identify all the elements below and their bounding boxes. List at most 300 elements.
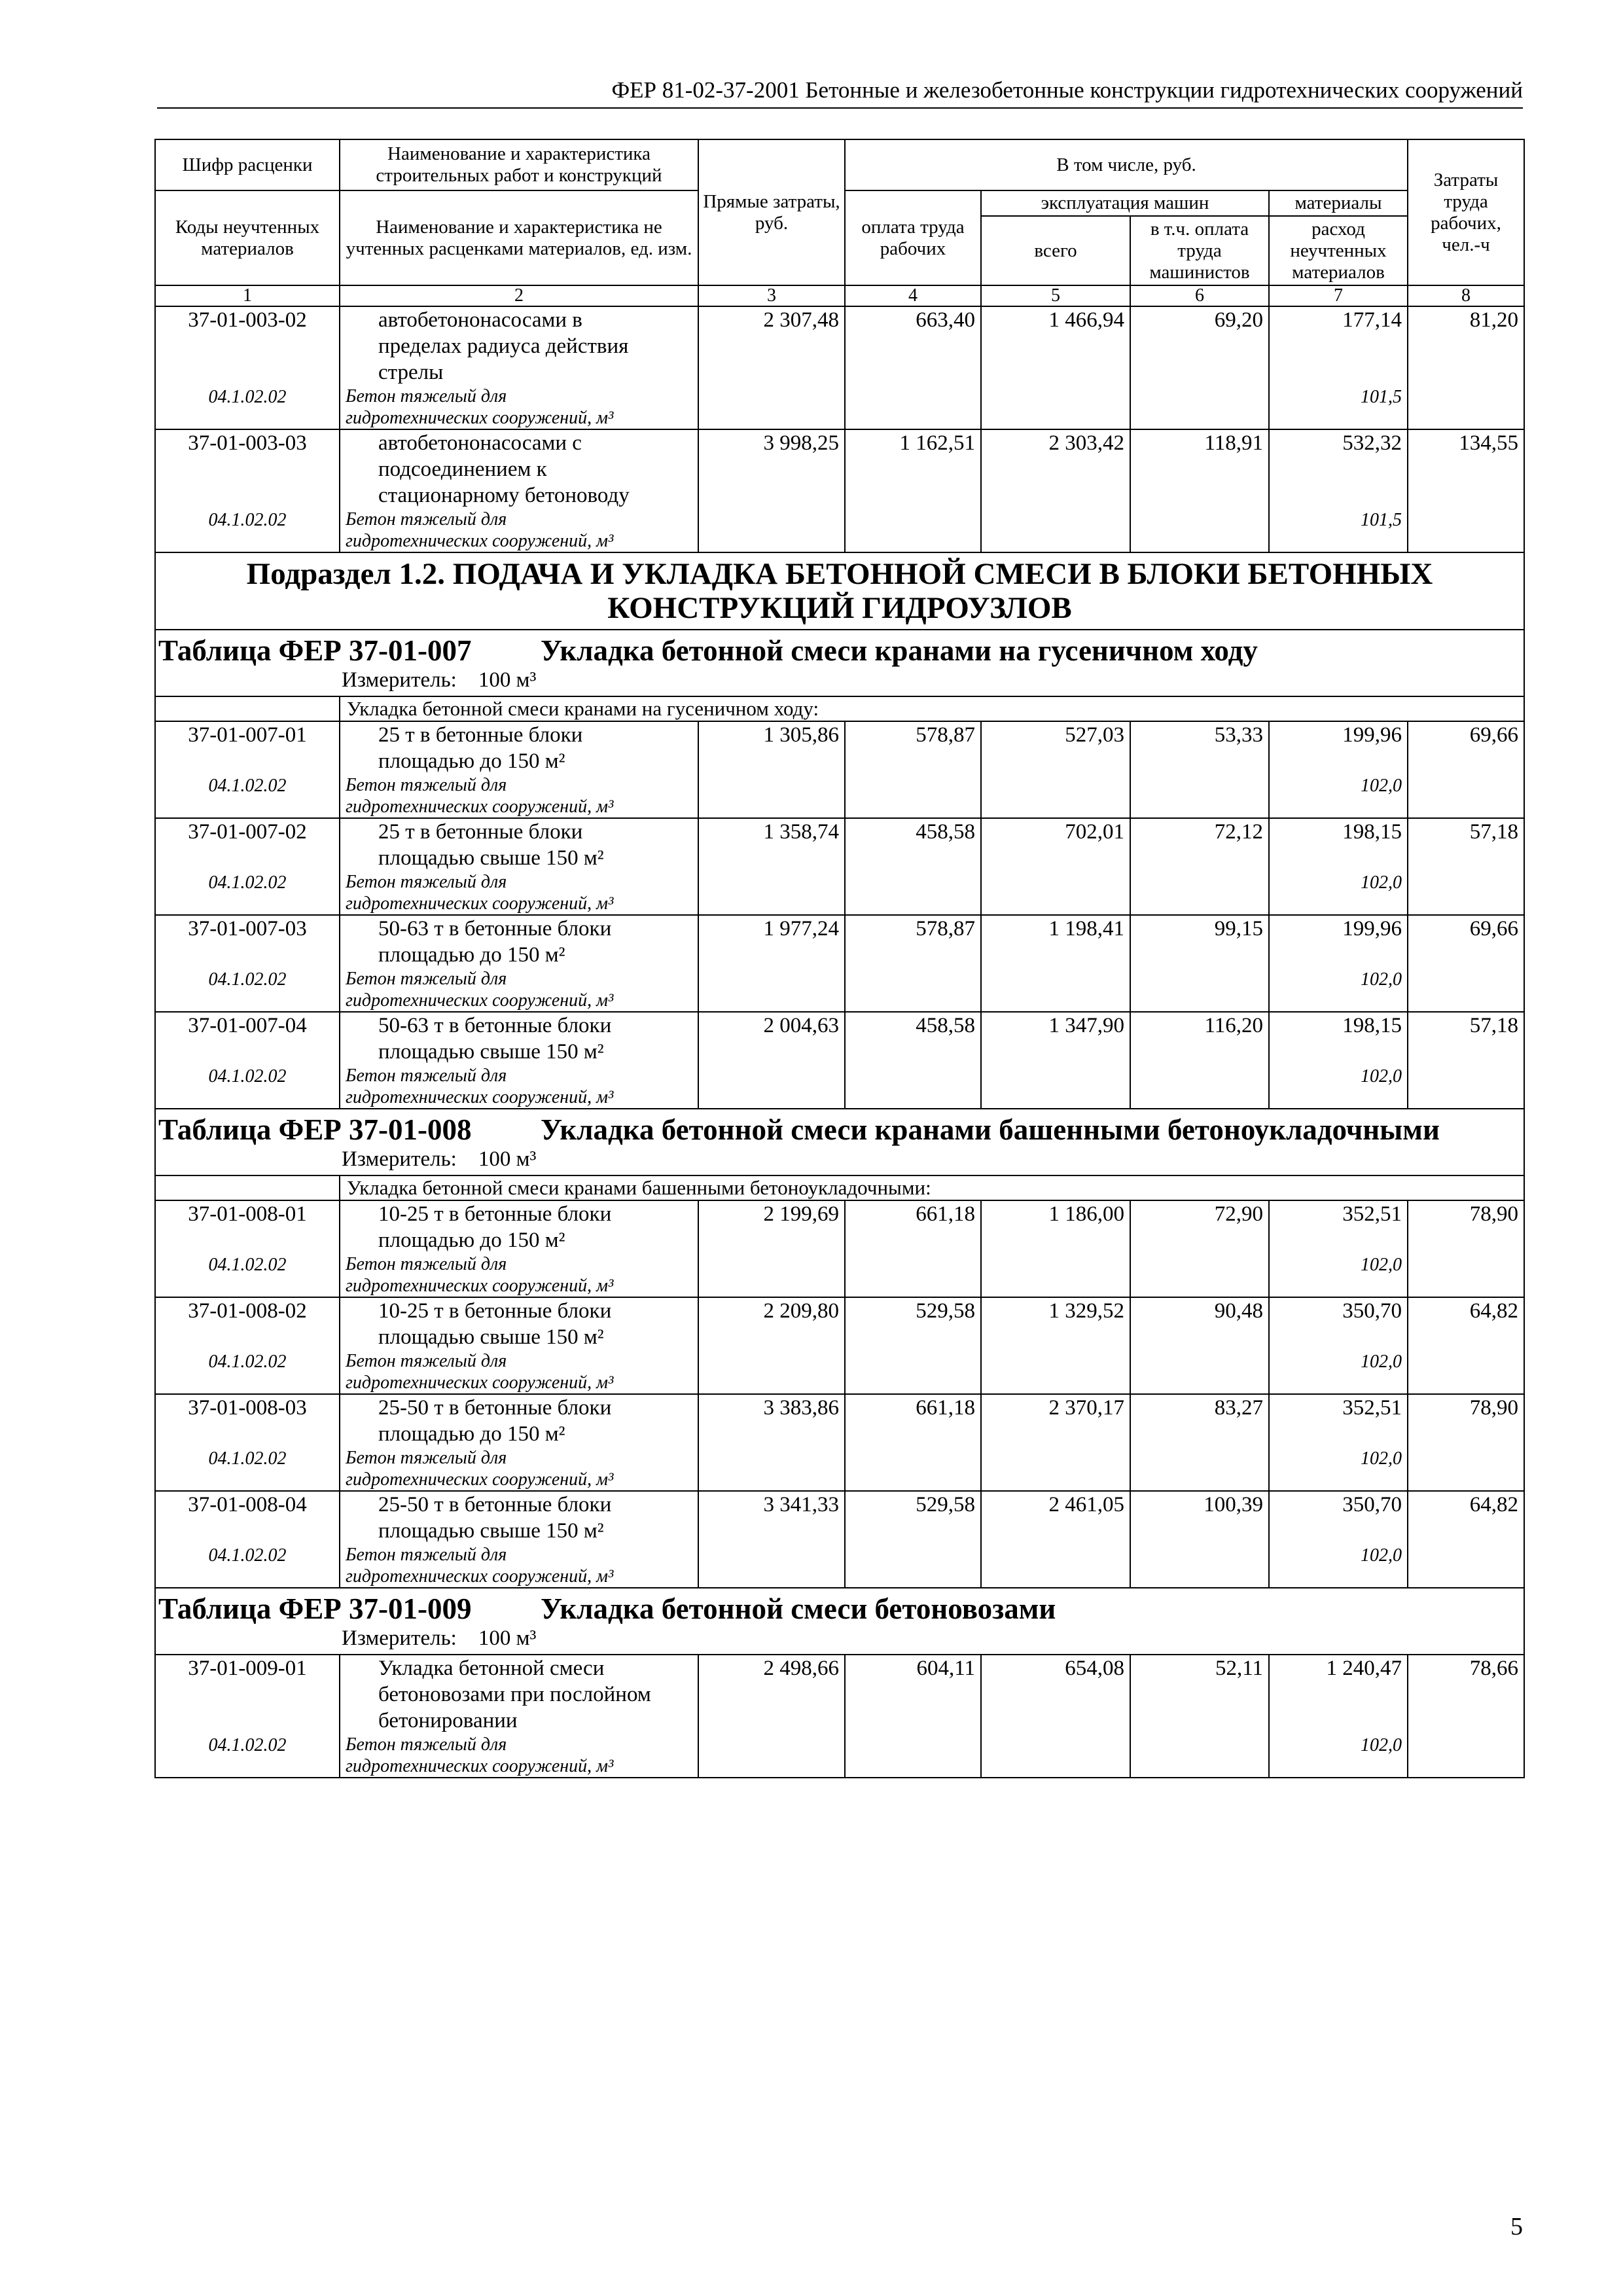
materials-cost: 199,96 [1269,721,1408,774]
rate-code: 37-01-007-03 [155,915,340,968]
material-name [340,871,698,915]
empty-cell [981,871,1130,915]
rate-name-line: площадью до 150 м² [378,1229,565,1252]
material-name-line: гидротехнических сооружений, м³ [346,1756,614,1776]
material-quantity: 102,0 [1269,1065,1408,1109]
empty-cell [1130,509,1269,552]
empty-cell [155,696,340,721]
labor-cost: 78,90 [1408,1200,1524,1253]
empty-cell [981,968,1130,1012]
empty-cell [981,774,1130,818]
material-row [155,1734,1524,1778]
col-number: 2 [340,285,698,306]
rate-name [340,306,698,386]
measure [155,1146,1524,1175]
empty-cell [1408,1253,1524,1297]
material-name-line: Бетон тяжелый для [346,386,507,406]
material-code: 04.1.02.02 [155,871,340,915]
material-name-line: Бетон тяжелый для [346,1254,507,1274]
labor-cost: 57,18 [1408,818,1524,871]
machinists-cost: 52,11 [1130,1655,1269,1734]
measure-row [155,1625,1524,1655]
labor-cost: 81,20 [1408,306,1524,386]
empty-cell [845,1253,981,1297]
rate-name-line: площадью свыше 150 м² [378,846,604,870]
materials-cost: 352,51 [1269,1394,1408,1447]
rate-name [340,429,698,509]
wages-cost: 458,58 [845,1012,981,1065]
material-code: 04.1.02.02 [155,509,340,552]
table-row [155,1200,1524,1253]
material-quantity: 102,0 [1269,1734,1408,1778]
table-row [155,1655,1524,1734]
empty-cell [981,1447,1130,1491]
description-row [155,696,1524,721]
machinists-cost: 69,20 [1130,306,1269,386]
direct-cost: 1 305,86 [698,721,845,774]
material-name-line: гидротехнических сооружений, м³ [346,990,614,1011]
empty-cell [698,1447,845,1491]
running-header: ФЕР 81-02-37-2001 Бетонные и железобетонные конструкции гидротехнических сооружений [157,73,1523,109]
material-row [155,1350,1524,1394]
direct-cost: 2 307,48 [698,306,845,386]
material-quantity: 101,5 [1269,386,1408,429]
table-name: Укладка бетонной смеси кранами башенными бетоноукладочными [541,1113,1440,1146]
header-materials: материалы [1269,190,1408,216]
empty-cell [1130,1065,1269,1109]
rate-name-line: 50-63 т в бетонные блоки [378,917,612,941]
material-name-line: Бетон тяжелый для [346,1545,507,1565]
material-quantity: 102,0 [1269,774,1408,818]
header-machinists: в т.ч. оплата труда машинистов [1130,216,1269,285]
table-title-row [155,1109,1524,1146]
machines-cost: 654,08 [981,1655,1130,1734]
header-name-not-included: Наименование и характеристика не учтенных расценками материалов, ед. изм. [340,190,698,285]
col-number: 8 [1408,285,1524,306]
material-name [340,1544,698,1588]
empty-cell [845,1544,981,1588]
empty-cell [1408,968,1524,1012]
material-row [155,386,1524,429]
material-name-line: гидротехнических сооружений, м³ [346,1566,614,1587]
table-description: Укладка бетонной смеси кранами башенными бетоноукладочными: [340,1175,1524,1200]
material-name-line: гидротехнических сооружений, м³ [346,1469,614,1490]
empty-cell [845,1447,981,1491]
rate-name-line: стационарному бетоноводу [378,484,630,507]
empty-cell [845,386,981,429]
rate-name-line: 10-25 т в бетонные блоки [378,1202,612,1226]
header-codes: Коды неучтенных материалов [155,190,340,285]
material-name-line: Бетон тяжелый для [346,1351,507,1371]
material-name [340,1253,698,1297]
rate-name-line: пределах радиуса действия [378,334,629,358]
empty-cell [981,1253,1130,1297]
material-name-line: гидротехнических сооружений, м³ [346,1276,614,1296]
material-name-line: Бетон тяжелый для [346,969,507,989]
table-name: Укладка бетонной смеси кранами на гусеничном ходу [541,634,1258,667]
rate-code: 37-01-007-02 [155,818,340,871]
material-row [155,1447,1524,1491]
material-code: 04.1.02.02 [155,968,340,1012]
machinists-cost: 100,39 [1130,1491,1269,1544]
table-row [155,915,1524,968]
labor-cost: 64,82 [1408,1297,1524,1350]
empty-cell [845,1350,981,1394]
table-name: Укладка бетонной смеси бетоновозами [541,1592,1056,1625]
measure-label: Измеритель: [342,668,457,692]
material-code: 04.1.02.02 [155,774,340,818]
material-row [155,774,1524,818]
wages-cost: 604,11 [845,1655,981,1734]
table-number: Таблица ФЕР 37-01-007 [158,634,472,667]
wages-cost: 661,18 [845,1200,981,1253]
machines-cost: 1 466,94 [981,306,1130,386]
table-row [155,721,1524,774]
labor-cost: 57,18 [1408,1012,1524,1065]
wages-cost: 578,87 [845,915,981,968]
machinists-cost: 99,15 [1130,915,1269,968]
material-name-line: гидротехнических сооружений, м³ [346,408,614,428]
rate-name-line: площадью свыше 150 м² [378,1040,604,1064]
material-quantity: 102,0 [1269,968,1408,1012]
machinists-cost: 118,91 [1130,429,1269,509]
rate-name-line: 25 т в бетонные блоки [378,723,583,747]
machines-cost: 527,03 [981,721,1130,774]
col-number: 5 [981,285,1130,306]
rate-code: 37-01-007-01 [155,721,340,774]
material-name-line: Бетон тяжелый для [346,1066,507,1086]
wages-cost: 578,87 [845,721,981,774]
empty-cell [845,968,981,1012]
material-name [340,1350,698,1394]
labor-cost: 134,55 [1408,429,1524,509]
material-code: 04.1.02.02 [155,1065,340,1109]
material-name [340,774,698,818]
empty-cell [698,968,845,1012]
material-name-line: гидротехнических сооружений, м³ [346,531,614,551]
direct-cost: 1 358,74 [698,818,845,871]
measure [155,1625,1524,1655]
empty-cell [981,1734,1130,1778]
material-code: 04.1.02.02 [155,1734,340,1778]
empty-cell [1408,1065,1524,1109]
table-number: Таблица ФЕР 37-01-009 [158,1592,472,1625]
machinists-cost: 53,33 [1130,721,1269,774]
empty-cell [981,1544,1130,1588]
material-name [340,968,698,1012]
rates-table [154,139,1525,1778]
rate-name-line: 25-50 т в бетонные блоки [378,1396,612,1420]
material-name [340,1065,698,1109]
material-name [340,509,698,552]
machinists-cost: 72,90 [1130,1200,1269,1253]
material-quantity: 102,0 [1269,871,1408,915]
material-quantity: 102,0 [1269,1350,1408,1394]
material-quantity: 101,5 [1269,509,1408,552]
labor-cost: 64,82 [1408,1491,1524,1544]
material-name [340,1734,698,1778]
page-number: 5 [1510,2213,1523,2240]
material-name-line: гидротехнических сооружений, м³ [346,797,614,817]
materials-cost: 352,51 [1269,1200,1408,1253]
empty-cell [1408,386,1524,429]
direct-cost: 2 498,66 [698,1655,845,1734]
material-quantity: 102,0 [1269,1253,1408,1297]
section-row [155,552,1524,630]
header-machines: эксплуатация машин [981,190,1269,216]
empty-cell [1130,386,1269,429]
machines-cost: 2 370,17 [981,1394,1130,1447]
direct-cost: 1 977,24 [698,915,845,968]
material-name [340,386,698,429]
rate-name [340,721,698,774]
labor-cost: 78,90 [1408,1394,1524,1447]
material-name-line: Бетон тяжелый для [346,509,507,529]
table-row [155,429,1524,509]
table-title [155,1588,1524,1625]
rate-name-line: 50-63 т в бетонные блоки [378,1014,612,1037]
rate-name-line: площадью до 150 м² [378,943,565,967]
empty-cell [698,871,845,915]
direct-cost: 3 383,86 [698,1394,845,1447]
empty-cell [1130,1447,1269,1491]
rate-code: 37-01-009-01 [155,1655,340,1734]
rate-name [340,1012,698,1065]
rate-name [340,1394,698,1447]
direct-cost: 2 004,63 [698,1012,845,1065]
empty-cell [1408,774,1524,818]
table-number: Таблица ФЕР 37-01-008 [158,1113,472,1146]
material-code: 04.1.02.02 [155,386,340,429]
materials-cost: 198,15 [1269,818,1408,871]
wages-cost: 661,18 [845,1394,981,1447]
material-name-line: Бетон тяжелый для [346,1734,507,1755]
rate-name [340,1297,698,1350]
material-code: 04.1.02.02 [155,1544,340,1588]
rate-name-line: автобетононасосами с [378,431,582,455]
empty-cell [1130,968,1269,1012]
machinists-cost: 90,48 [1130,1297,1269,1350]
material-quantity: 102,0 [1269,1544,1408,1588]
measure-value: 100 м³ [478,1626,537,1650]
measure-label: Измеритель: [342,1147,457,1171]
rate-name-line: 10-25 т в бетонные блоки [378,1299,612,1323]
material-name-line: гидротехнических сооружений, м³ [346,1372,614,1393]
empty-cell [845,1065,981,1109]
rate-code: 37-01-008-04 [155,1491,340,1544]
table-row [155,1394,1524,1447]
wages-cost: 1 162,51 [845,429,981,509]
header-wages: оплата труда рабочих [845,190,981,285]
labor-cost: 78,66 [1408,1655,1524,1734]
empty-cell [698,386,845,429]
wages-cost: 458,58 [845,818,981,871]
table-row [155,1491,1524,1544]
empty-cell [1130,1544,1269,1588]
materials-cost: 350,70 [1269,1297,1408,1350]
measure-label: Измеритель: [342,1626,457,1650]
material-row [155,871,1524,915]
direct-cost: 3 998,25 [698,429,845,509]
rate-code: 37-01-008-03 [155,1394,340,1447]
material-code: 04.1.02.02 [155,1350,340,1394]
empty-cell [845,509,981,552]
material-name-line: гидротехнических сооружений, м³ [346,893,614,914]
measure-row [155,667,1524,696]
empty-cell [1130,871,1269,915]
rate-name-line: стрелы [378,361,444,384]
material-name-line: Бетон тяжелый для [346,1448,507,1468]
material-name-line: Бетон тяжелый для [346,775,507,795]
table-row [155,306,1524,386]
empty-cell [845,774,981,818]
rate-name [340,915,698,968]
table-title [155,630,1524,667]
empty-cell [981,509,1130,552]
table-title-row [155,630,1524,667]
rate-name-line: площадью свыше 150 м² [378,1519,604,1543]
machines-cost: 702,01 [981,818,1130,871]
material-row [155,968,1524,1012]
materials-cost: 1 240,47 [1269,1655,1408,1734]
material-name-line: гидротехнических сооружений, м³ [346,1087,614,1107]
header-cipher: Шифр расценки [155,139,340,190]
empty-cell [1130,1350,1269,1394]
empty-cell [981,386,1130,429]
empty-cell [845,871,981,915]
materials-cost: 532,32 [1269,429,1408,509]
materials-cost: 198,15 [1269,1012,1408,1065]
rate-name-line: автобетононасосами в [378,308,582,332]
empty-cell [698,1350,845,1394]
empty-cell [1408,509,1524,552]
header-direct: Прямые затраты, руб. [698,139,845,285]
material-row [155,1253,1524,1297]
labor-cost: 69,66 [1408,721,1524,774]
direct-cost: 3 341,33 [698,1491,845,1544]
materials-cost: 199,96 [1269,915,1408,968]
col-number: 3 [698,285,845,306]
rate-name [340,818,698,871]
measure-row [155,1146,1524,1175]
measure-value: 100 м³ [478,1147,537,1171]
empty-cell [1130,774,1269,818]
rate-code: 37-01-003-03 [155,429,340,509]
rate-name-line: 25-50 т в бетонные блоки [378,1493,612,1516]
empty-cell [698,1544,845,1588]
rate-name [340,1491,698,1544]
materials-cost: 350,70 [1269,1491,1408,1544]
rate-name [340,1200,698,1253]
empty-cell [155,1175,340,1200]
rate-name-line: площадью до 150 м² [378,749,565,773]
wages-cost: 663,40 [845,306,981,386]
table-title-row [155,1588,1524,1625]
material-name [340,1447,698,1491]
table-description: Укладка бетонной смеси кранами на гусеничном ходу: [340,696,1524,721]
header-including: В том числе, руб. [845,139,1408,190]
rate-code: 37-01-008-01 [155,1200,340,1253]
rate-code: 37-01-007-04 [155,1012,340,1065]
machines-cost: 2 461,05 [981,1491,1130,1544]
empty-cell [1408,1350,1524,1394]
empty-cell [698,1253,845,1297]
header-machines-total: всего [981,216,1130,285]
section-title: Подраздел 1.2. ПОДАЧА И УКЛАДКА БЕТОННОЙ СМЕСИ В БЛОКИ БЕТОННЫХ КОНСТРУКЦИЙ ГИДРОУЗЛОВ [155,552,1524,630]
rate-name-line: площадью до 150 м² [378,1422,565,1446]
table-row [155,1012,1524,1065]
description-row [155,1175,1524,1200]
rate-name-line: площадью свыше 150 м² [378,1325,604,1349]
empty-cell [1408,871,1524,915]
machines-cost: 2 303,42 [981,429,1130,509]
labor-cost: 69,66 [1408,915,1524,968]
rate-name [340,1655,698,1734]
header-materials-consumption: расход неучтенных материалов [1269,216,1408,285]
header-labor: Затраты труда рабочих, чел.-ч [1408,139,1524,285]
machines-cost: 1 329,52 [981,1297,1130,1350]
empty-cell [1408,1544,1524,1588]
table-title [155,1109,1524,1146]
material-quantity: 102,0 [1269,1447,1408,1491]
direct-cost: 2 209,80 [698,1297,845,1350]
col-number: 7 [1269,285,1408,306]
rate-code: 37-01-003-02 [155,306,340,386]
material-code: 04.1.02.02 [155,1253,340,1297]
empty-cell [1408,1734,1524,1778]
empty-cell [1130,1253,1269,1297]
empty-cell [845,1734,981,1778]
material-row [155,509,1524,552]
empty-cell [1130,1734,1269,1778]
measure-value: 100 м³ [478,668,537,692]
rate-name-line: Укладка бетонной смеси [378,1657,605,1680]
empty-cell [981,1065,1130,1109]
col-number: 6 [1130,285,1269,306]
rate-name-line: 25 т в бетонные блоки [378,820,583,844]
machines-cost: 1 198,41 [981,915,1130,968]
machinists-cost: 83,27 [1130,1394,1269,1447]
machinists-cost: 72,12 [1130,818,1269,871]
table-row [155,818,1524,871]
table-row [155,1297,1524,1350]
empty-cell [981,1350,1130,1394]
col-number: 1 [155,285,340,306]
rate-code: 37-01-008-02 [155,1297,340,1350]
material-code: 04.1.02.02 [155,1447,340,1491]
machines-cost: 1 347,90 [981,1012,1130,1065]
empty-cell [698,1065,845,1109]
direct-cost: 2 199,69 [698,1200,845,1253]
rate-name-line: бетоновозами при послойном [378,1683,651,1706]
empty-cell [698,509,845,552]
header-name: Наименование и характеристика строительных работ и конструкций [340,139,698,190]
material-row [155,1065,1524,1109]
machinists-cost: 116,20 [1130,1012,1269,1065]
rate-name-line: бетонировании [378,1709,518,1732]
materials-cost: 177,14 [1269,306,1408,386]
empty-cell [1408,1447,1524,1491]
material-name-line: Бетон тяжелый для [346,872,507,892]
empty-cell [698,774,845,818]
wages-cost: 529,58 [845,1491,981,1544]
empty-cell [698,1734,845,1778]
material-row [155,1544,1524,1588]
measure [155,667,1524,696]
machines-cost: 1 186,00 [981,1200,1130,1253]
col-number: 4 [845,285,981,306]
wages-cost: 529,58 [845,1297,981,1350]
